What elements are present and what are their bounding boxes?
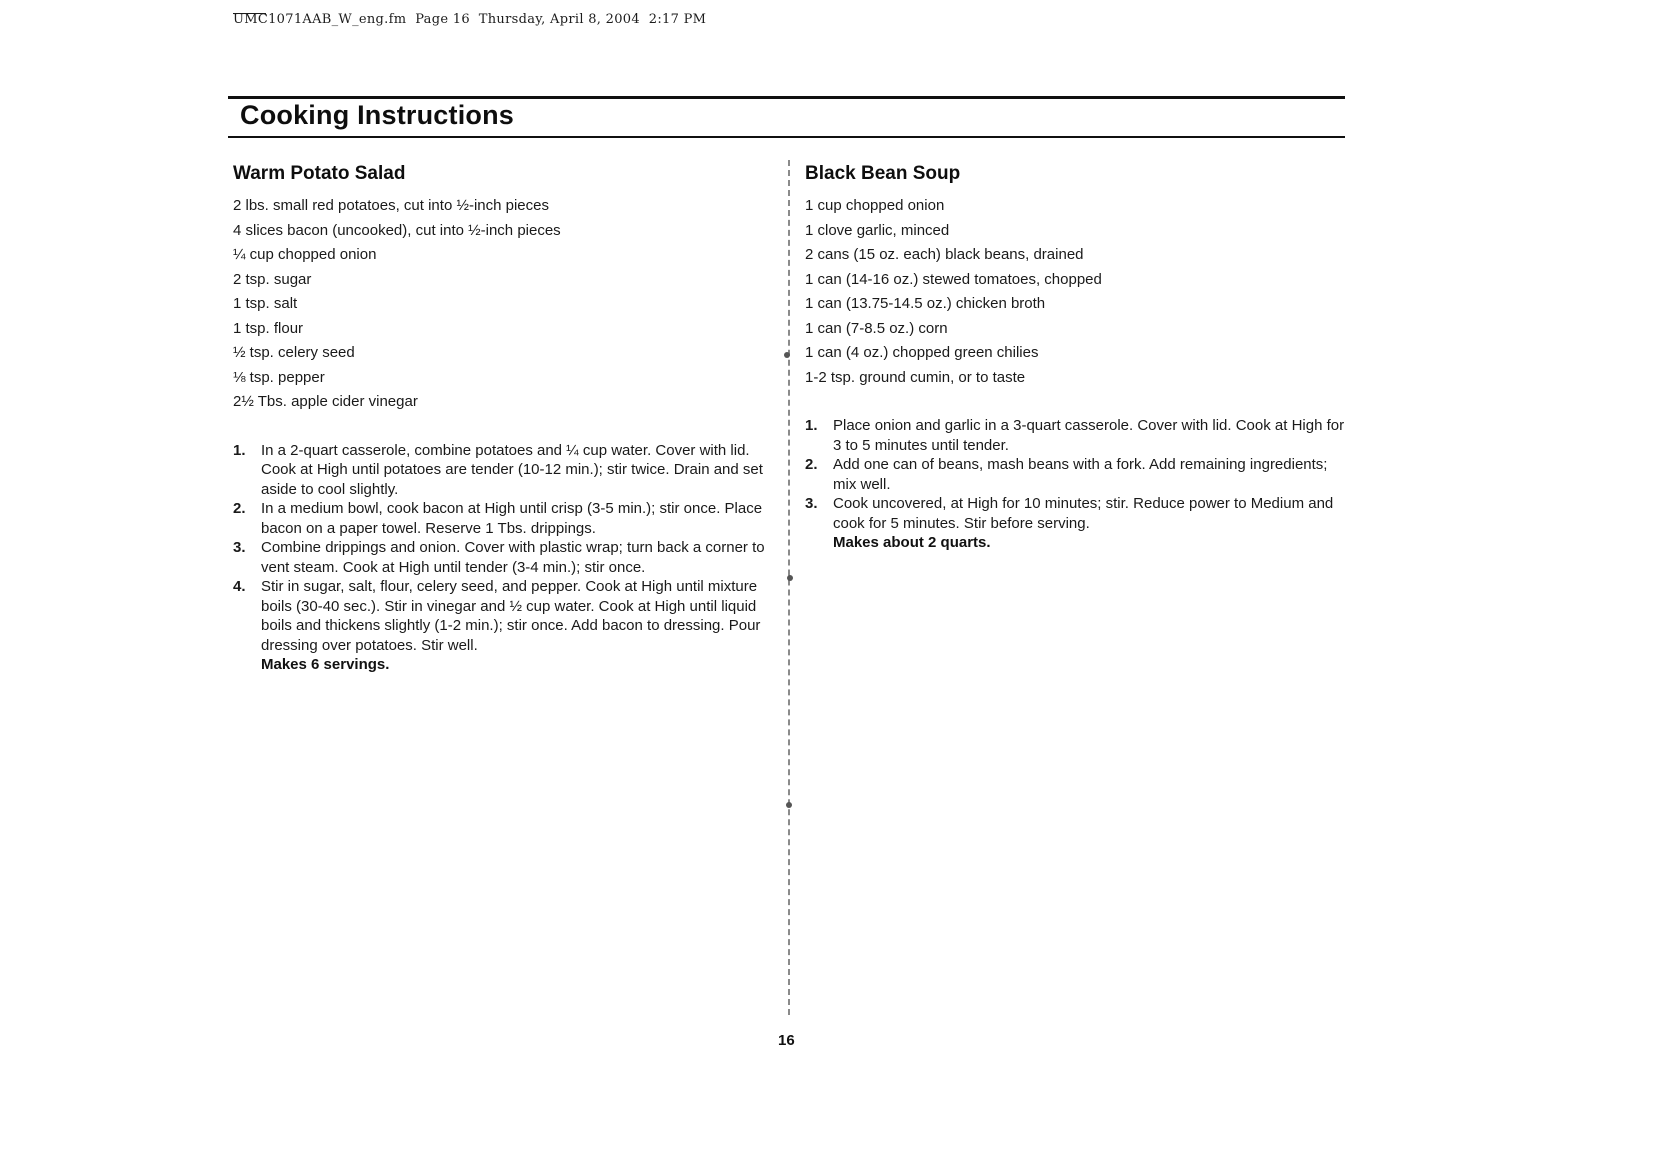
page-number: 16 bbox=[778, 1032, 795, 1049]
ingredient-item: ½ tsp. celery seed bbox=[233, 344, 355, 361]
step-item bbox=[805, 494, 1350, 533]
step-text: Place onion and garlic in a 3-quart casserole. Cover with lid. Cook at High for 3 to 5 minutes until tender. bbox=[833, 417, 1345, 454]
recipe-yield: Makes about 2 quarts. bbox=[833, 534, 991, 551]
ingredient-item: 2 lbs. small red potatoes, cut into ½-inch pieces bbox=[233, 197, 549, 214]
ingredient-item: 2½ Tbs. apple cider vinegar bbox=[233, 393, 418, 410]
print-header: UMC1071AAB_W_eng.fm Page 16 Thursday, April 8, 2004 2:17 PM bbox=[233, 12, 707, 27]
ingredient-item: ¼ cup chopped onion bbox=[233, 246, 377, 263]
ingredient-list bbox=[233, 194, 773, 415]
step-number: 3. bbox=[233, 539, 246, 556]
step-text: In a medium bowl, cook bacon at High until crisp (3-5 min.); stir once. Place bacon on a paper towel. Reserve 1 Tbs. drippings. bbox=[261, 500, 763, 537]
step-item bbox=[233, 538, 773, 577]
step-item bbox=[233, 577, 773, 655]
step-text: Add one can of beans, mash beans with a fork. Add remaining ingredients; mix well. bbox=[833, 456, 1328, 493]
ingredient-item: 1 cup chopped onion bbox=[805, 197, 945, 214]
ingredient-item: 1 can (4 oz.) chopped green chilies bbox=[805, 344, 1039, 361]
step-text: Combine drippings and onion. Cover with plastic wrap; turn back a corner to vent steam. Cook at High until tender (3-4 min.); stir once. bbox=[261, 539, 765, 576]
ingredient-item: 1-2 tsp. ground cumin, or to taste bbox=[805, 368, 1026, 386]
ingredient-item: 1 clove garlic, minced bbox=[805, 221, 950, 239]
ingredient-item: 1 tsp. salt bbox=[233, 295, 298, 312]
ingredient-item: 1 can (13.75-14.5 oz.) chicken broth bbox=[805, 295, 1046, 312]
ingredient-item: 2 cans (15 oz. each) black beans, drained bbox=[805, 246, 1084, 263]
step-list bbox=[233, 441, 773, 675]
ingredient-item: 1 can (14-16 oz.) stewed tomatoes, chopped bbox=[805, 270, 1102, 288]
step-number: 3. bbox=[805, 495, 818, 512]
step-item bbox=[805, 455, 1350, 494]
ingredient-item: 1 tsp. flour bbox=[233, 319, 304, 337]
step-text: Stir in sugar, salt, flour, celery seed, and pepper. Cook at High until mixture boils (30-40 sec.). Stir in vinegar and ½ cup water. Cook at High until liquid boils and thickens slightly (1-2 min.); stir once. Add bacon to dressing. Pour dressing over potatoes. Stir well. bbox=[261, 578, 761, 654]
step-text: In a 2-quart casserole, combine potatoes and ¼ cup water. Cover with lid. Cook at High until potatoes are tender (10-12 min.); stir twice. Drain and set aside to cool slightly. bbox=[261, 441, 763, 498]
step-item bbox=[233, 441, 773, 500]
ingredient-item: ⅛ tsp. pepper bbox=[233, 368, 325, 386]
step-number: 2. bbox=[233, 500, 246, 517]
recipe-title: Warm Potato Salad bbox=[233, 163, 406, 184]
step-number: 1. bbox=[805, 417, 818, 434]
ingredient-list bbox=[805, 194, 1350, 390]
recipe-black-bean-soup bbox=[805, 163, 1350, 553]
ingredient-item: 1 can (7-8.5 oz.) corn bbox=[805, 319, 948, 337]
scan-dot bbox=[787, 575, 793, 581]
step-item bbox=[805, 416, 1350, 455]
step-number: 1. bbox=[233, 441, 246, 459]
ingredient-item: 2 tsp. sugar bbox=[233, 270, 312, 288]
step-number: 4. bbox=[233, 578, 246, 595]
recipe-yield: Makes 6 servings. bbox=[261, 656, 390, 673]
column-divider bbox=[788, 160, 790, 1015]
title-rule-bottom bbox=[228, 136, 1345, 138]
recipe-title: Black Bean Soup bbox=[805, 163, 961, 184]
recipe-warm-potato-salad bbox=[233, 163, 773, 675]
step-number: 2. bbox=[805, 456, 818, 473]
ingredient-item: 4 slices bacon (uncooked), cut into ½-inch pieces bbox=[233, 221, 561, 239]
scan-dot bbox=[786, 802, 792, 808]
page-title: Cooking Instructions bbox=[240, 100, 514, 130]
step-text: Cook uncovered, at High for 10 minutes; stir. Reduce power to Medium and cook for 5 minutes. Stir before serving. bbox=[833, 495, 1334, 532]
title-rule-top bbox=[228, 96, 1345, 99]
step-list bbox=[805, 416, 1350, 553]
scan-dot bbox=[784, 352, 790, 358]
step-item bbox=[233, 499, 773, 538]
